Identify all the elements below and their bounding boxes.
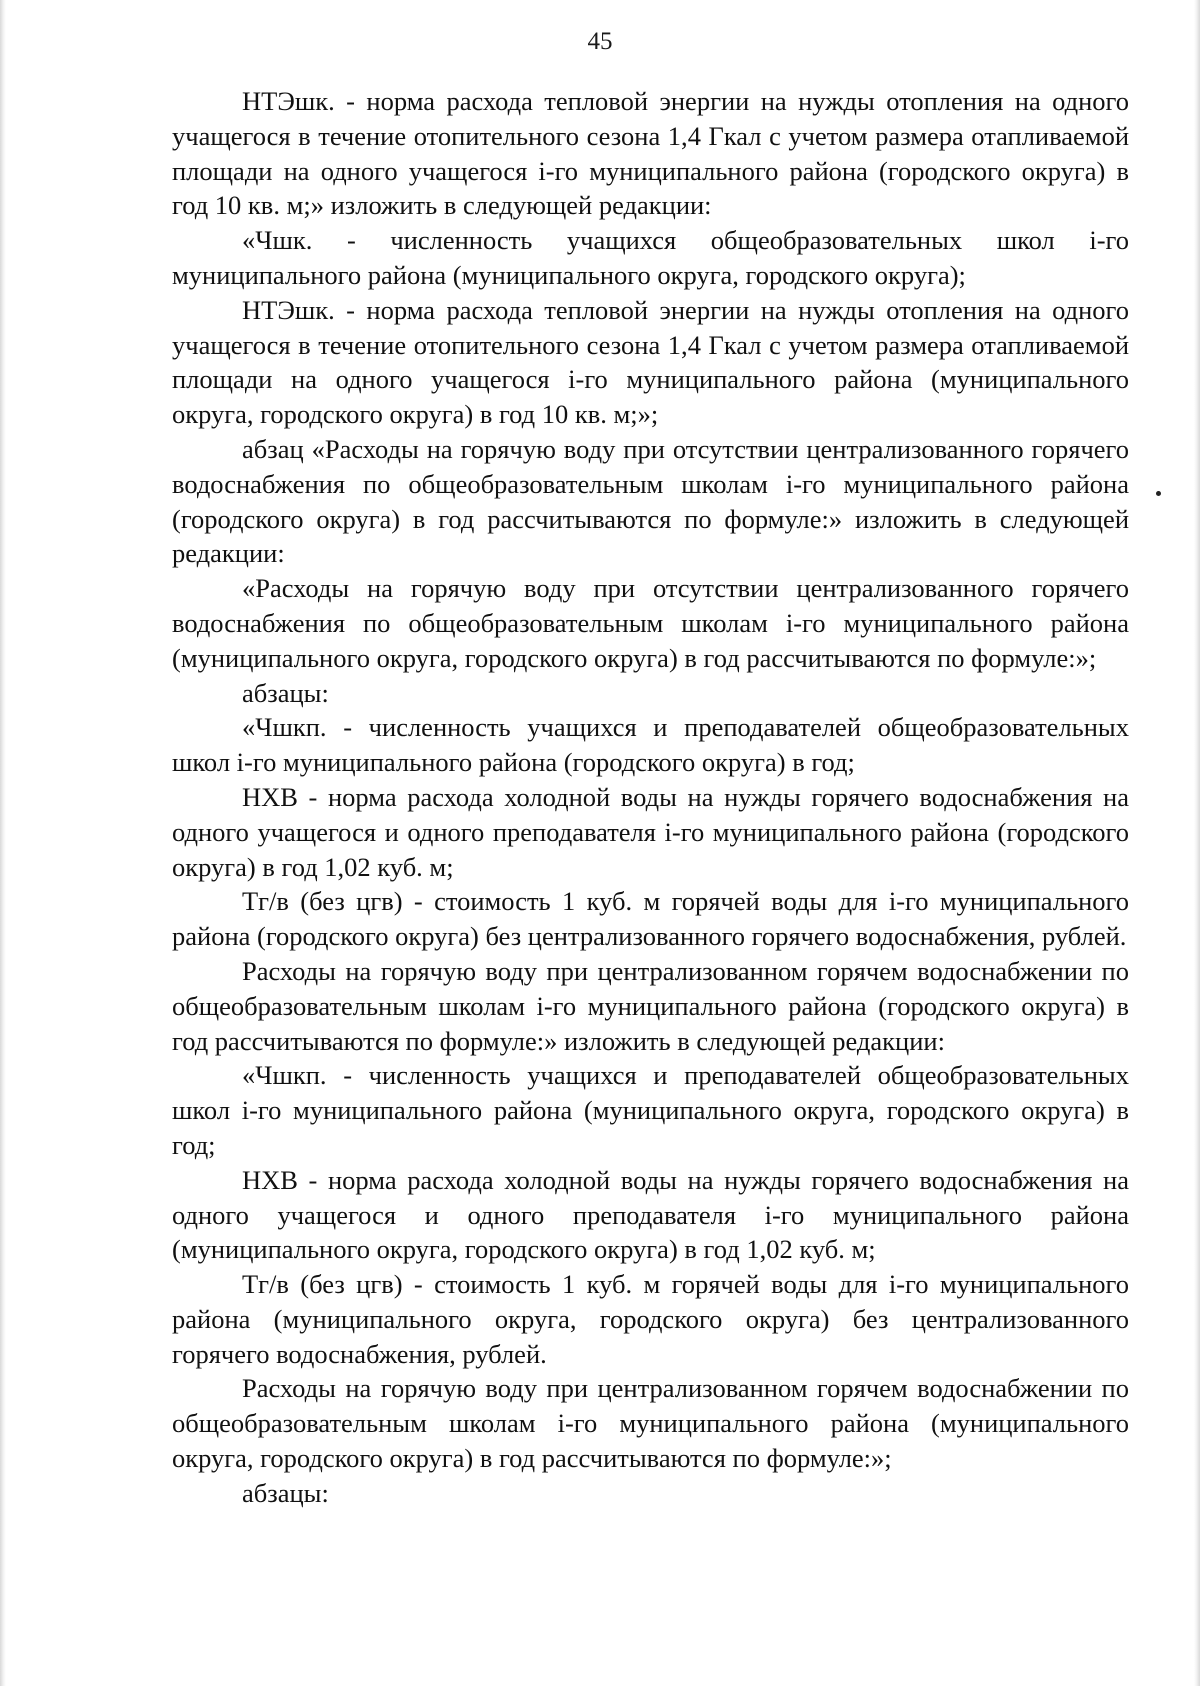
scan-edge-right — [1194, 0, 1200, 1686]
paragraph-8: НХВ - норма расхода холодной воды на нужды горячего водоснабжения на одного учащегося и одного преподавателя i-го муниципального района (городского округа) в год 1,02 куб. м; — [172, 781, 1129, 882]
paragraph-4: абзац «Расходы на горячую воду при отсутствии централизованного горячего водоснабжения по общеобразовательным школам i-го муниципального района (городского округа) в год рассчитываются по формуле:» изложить в следующей редакции: — [172, 433, 1129, 569]
paragraph-10: Расходы на горячую воду при централизованном горячем водоснабжении по общеобразовательным школам i-го муниципального района (городского округа) в год рассчитываются по формуле:» изложить в следующей редакции: — [172, 955, 1129, 1056]
paragraph-13: Тг/в (без цгв) - стоимость 1 куб. м горячей воды для i-го муниципального района (муниципального округа, городского округа) без централизованного горячего водоснабжения, рублей. — [172, 1269, 1129, 1369]
paragraph-5: «Расходы на горячую воду при отсутствии централизованного горячего водоснабжения по общеобразовательным школам i-го муниципального района (муниципального округа, городского округа) в год рассчитываются по формуле:»; — [172, 573, 1129, 673]
paragraph-12: НХВ - норма расхода холодной воды на нужды горячего водоснабжения на одного учащегося и одного преподавателя i-го муниципального района (муниципального округа, городского округа) в год 1,02 куб. м; — [172, 1164, 1129, 1265]
paragraph-2: «Чшк. - численность учащихся общеобразовательных школ i-го муниципального района (муниципального округа, городского округа); — [172, 225, 1129, 290]
margin-dot — [1156, 491, 1161, 496]
paragraph-6: абзацы: — [242, 677, 329, 708]
paragraph-14: Расходы на горячую воду при централизованном горячем водоснабжении по общеобразовательным школам i-го муниципального района (муниципального округа, городского округа) в год рассчитываются по формуле:»; — [172, 1373, 1129, 1474]
paragraph-9: Тг/в (без цгв) - стоимость 1 куб. м горячей воды для i-го муниципального района (городского округа) без централизованного горячего водоснабжения, рублей. — [172, 886, 1129, 952]
paragraph-15: абзацы: — [242, 1477, 329, 1508]
document-body — [172, 84, 1129, 1511]
page-number: 45 — [587, 28, 613, 55]
scan-edge-left — [0, 0, 6, 1686]
paragraph-3: НТЭшк. - норма расхода тепловой энергии на нужды отопления на одного учащегося в течение отопительного сезона 1,4 Гкал с учетом размера отапливаемой площади на одного учащегося i-го муниципального района (муниципального округа, городского округа) в год 10 кв. м;»; — [172, 294, 1129, 430]
paragraph-11: «Чшкп. - численность учащихся и преподавателей общеобразовательных школ i-го муниципального района (муниципального округа, городского округа) в год; — [172, 1060, 1129, 1160]
paragraph-7: «Чшкп. - численность учащихся и преподавателей общеобразовательных школ i-го муниципального района (городского округа) в год; — [172, 712, 1129, 778]
paragraph-1: НТЭшк. - норма расхода тепловой энергии на нужды отопления на одного учащегося в течение отопительного сезона 1,4 Гкал с учетом размера отапливаемой площади на одного учащегося i-го муниципального района (городского округа) в год 10 кв. м;» изложить в следующей редакции: — [172, 86, 1129, 221]
